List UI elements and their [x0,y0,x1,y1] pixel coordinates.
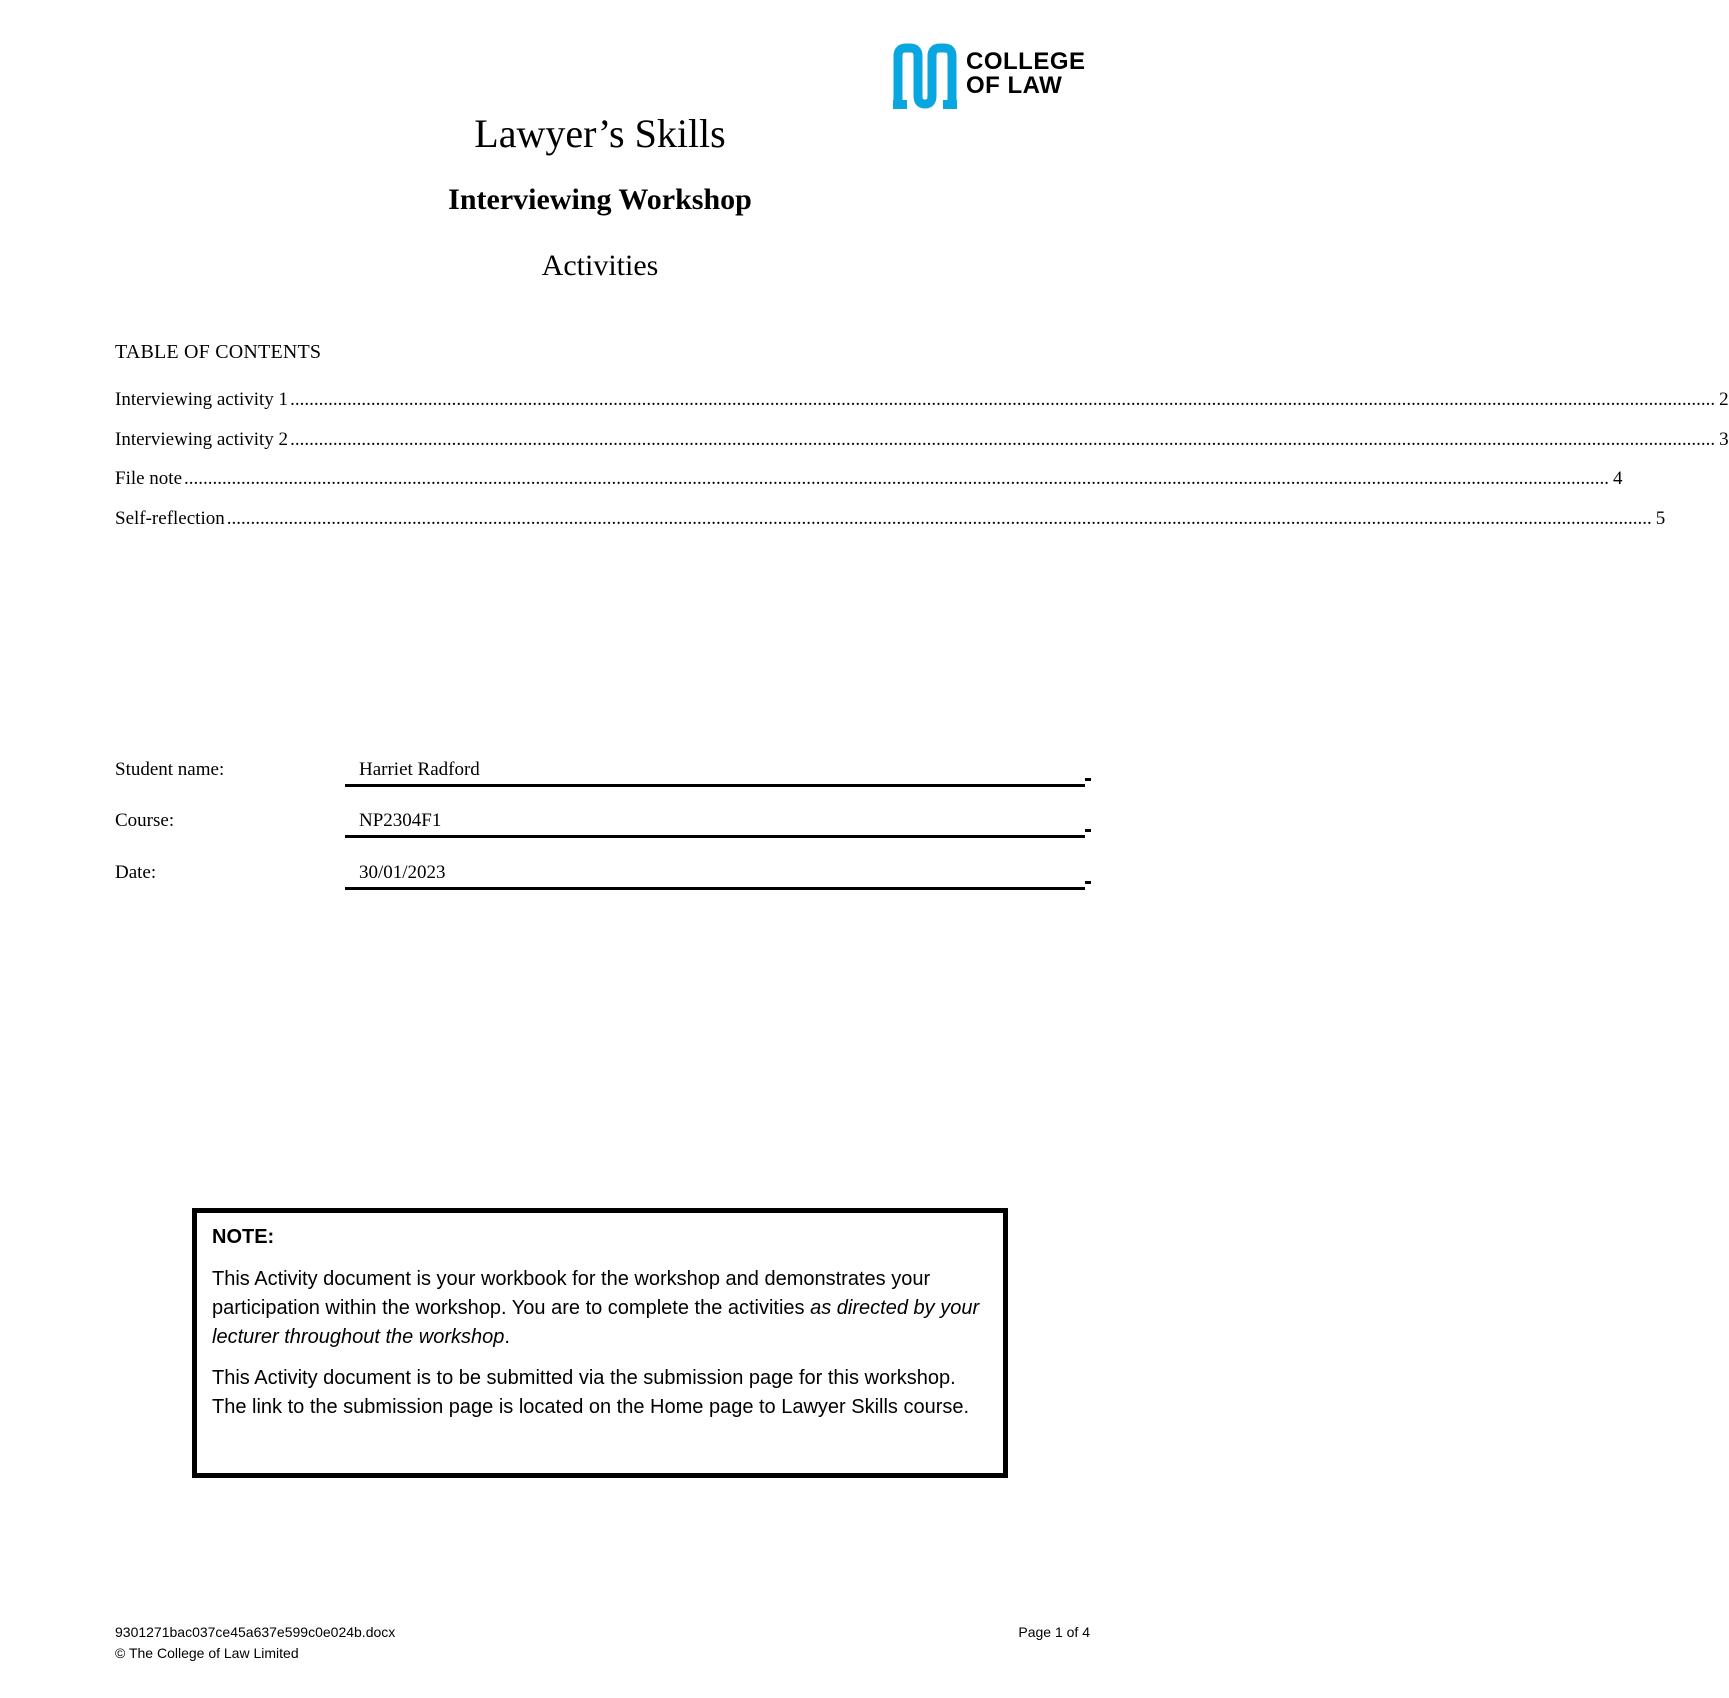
student-name-label: Student name: [115,759,225,780]
toc-entry-page[interactable]: 5 [1655,507,1666,529]
date-row [115,861,1091,891]
note-paragraph-1-end: . [504,1326,510,1348]
table-of-contents [115,388,1729,546]
toc-entry-label[interactable]: Interviewing activity 2 [115,428,289,450]
toc-entry-label[interactable]: File note [115,468,183,489]
date-field[interactable] [345,861,1085,890]
toc-entry-label[interactable]: Self-reflection [115,507,225,529]
student-name-row [115,758,1091,788]
note-paragraph-1-text: This Activity document is your workbook for the workshop and demonstrates your participation within the workshop. You are to complete the activities [212,1268,931,1319]
toc-leader-dots: ............................................................................................................................................................................................................................................................................................................ [290,428,1716,450]
toc-leader-dots: ............................................................................................................................................................................................................................................................................................................ [290,389,1716,410]
note-title: NOTE: [212,1226,275,1248]
note-paragraph-1 [212,1265,989,1352]
toc-entry-page[interactable]: 2 [1719,389,1729,410]
logo-wordmark [966,50,1086,98]
note-paragraph-2: This Activity document is to be submitted via the submission page for this workshop. The link to the submission page is located on the Home page to Lawyer Skills course. [212,1367,970,1418]
field-underline-end [1085,881,1091,884]
footer-copyright: © The College of Law Limited [115,1645,299,1661]
toc-leader-dots: ............................................................................................................................................................................................................................................................................................................ [184,468,1610,489]
college-of-law-mark-icon [892,42,958,110]
course-row [115,809,1091,839]
student-name-value[interactable]: Harriet Radford [359,759,480,780]
toc-heading: TABLE OF CONTENTS [115,341,322,363]
field-underline-end [1085,778,1091,781]
toc-entry-label[interactable]: Interviewing activity 1 [115,389,289,410]
note-box [192,1208,1008,1478]
logo-line-1: COLLEGE [966,48,1086,75]
workshop-title: Interviewing Workshop [448,183,752,216]
note-paragraph-1-italic: as directed by your lecturer throughout the workshop [212,1297,980,1348]
toc-entry[interactable] [115,388,1729,428]
document-title: Lawyer’s Skills [474,111,726,156]
date-value[interactable]: 30/01/2023 [359,862,446,883]
logo-line-2: OF LAW [966,72,1063,99]
college-of-law-logo [892,42,1092,110]
footer-filename: 9301271bac037ce45a637e599c0e024b.docx [115,1624,396,1640]
field-underline-end [1085,829,1091,832]
course-label: Course: [115,810,175,831]
activities-title: Activities [541,249,659,282]
course-value[interactable]: NP2304F1 [359,810,442,831]
toc-entry-page[interactable]: 4 [1613,468,1623,489]
footer-page-number: Page 1 of 4 [1018,1624,1090,1640]
toc-entry[interactable] [115,428,1729,468]
toc-entry[interactable] [115,467,1623,507]
toc-entry[interactable] [115,507,1666,547]
course-field[interactable] [345,809,1085,838]
toc-entry-page[interactable]: 3 [1719,428,1729,450]
footer-left [115,1622,395,1664]
toc-leader-dots: ............................................................................................................................................................................................................................................................................................................ [226,507,1652,529]
student-name-field[interactable] [345,758,1085,787]
date-label: Date: [115,862,157,883]
